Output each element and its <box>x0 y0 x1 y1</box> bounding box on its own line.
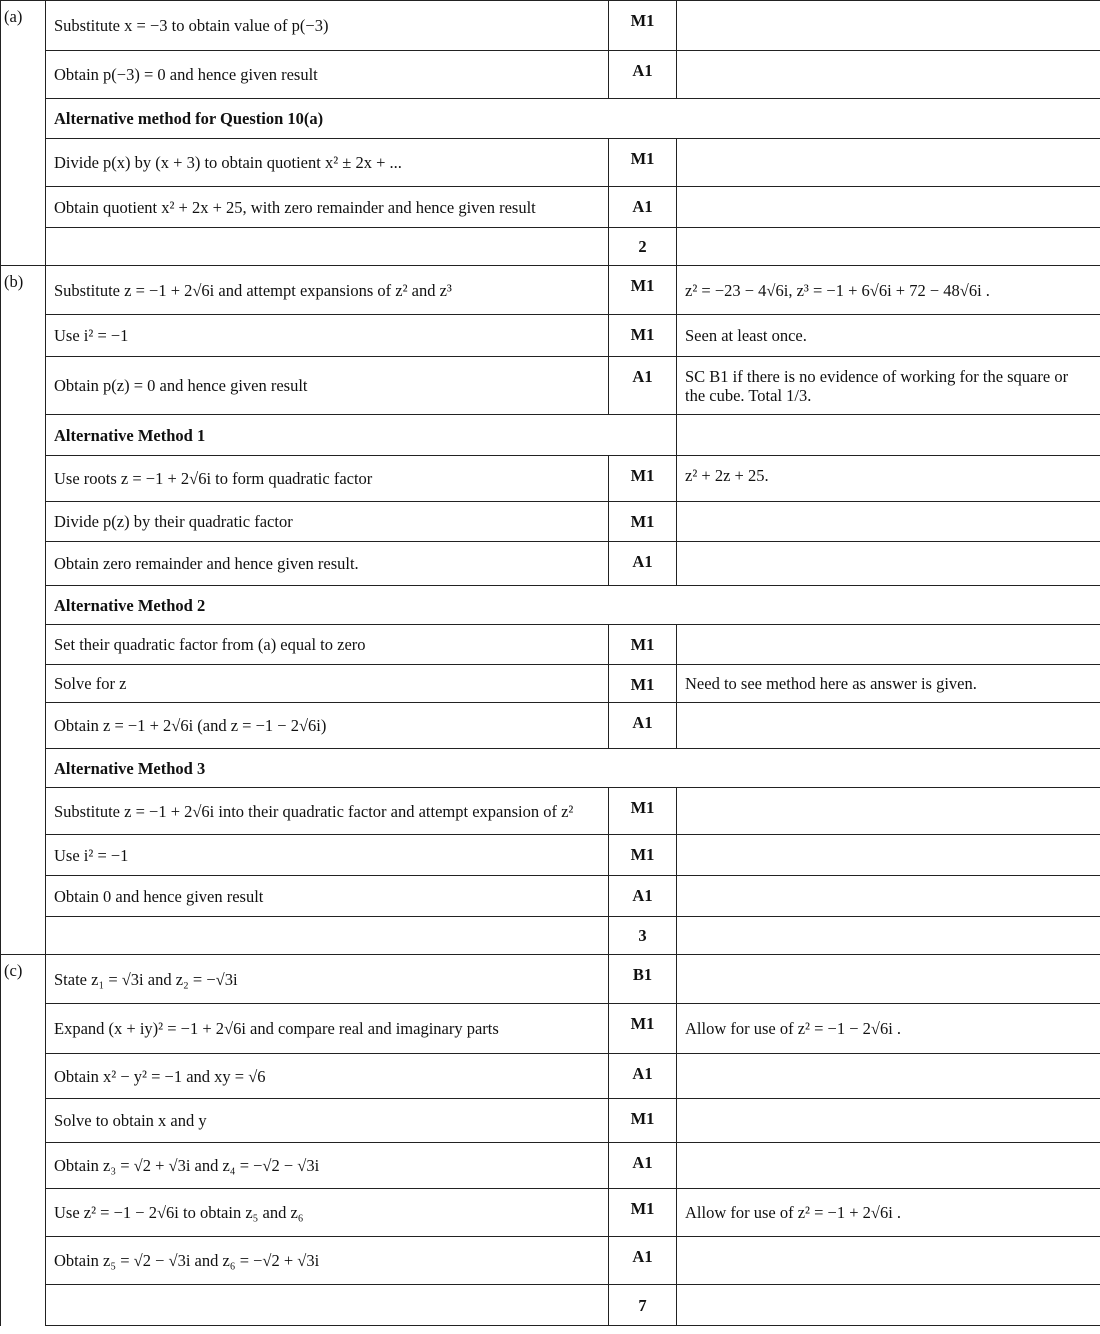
total-marks-b: 3 <box>609 917 677 955</box>
guidance-cell <box>677 1099 1100 1143</box>
table-row <box>1 99 1100 139</box>
mark-cell: M1 <box>609 1189 677 1237</box>
guidance-cell <box>677 1143 1100 1189</box>
guidance-cell: Allow for use of z² = −1 + 2√6i . <box>677 1189 1100 1237</box>
table-row <box>1 625 1100 665</box>
table-row <box>1 1 1100 51</box>
part-spacer <box>1 1004 46 1054</box>
table-row <box>1 315 1100 357</box>
mark-cell: M1 <box>609 266 677 315</box>
part-spacer <box>1 1285 46 1326</box>
answer-cell: State z₁ = √3i and z₂ = −√3i <box>46 955 609 1004</box>
table-row <box>1 788 1100 835</box>
table-row <box>1 357 1100 415</box>
answer-cell: Obtain z = −1 + 2√6i (and z = −1 − 2√6i) <box>46 703 609 749</box>
guidance-cell <box>677 788 1100 835</box>
mark-cell: A1 <box>609 187 677 228</box>
part-spacer <box>1 788 46 835</box>
part-label-a: (a) <box>1 1 46 51</box>
mark-cell: A1 <box>609 357 677 415</box>
table-row <box>1 456 1100 502</box>
alternative-heading: Alternative Method 2 <box>46 586 1100 625</box>
part-spacer <box>1 502 46 542</box>
mark-cell: M1 <box>609 502 677 542</box>
table-row <box>1 1285 1100 1326</box>
guidance-cell <box>677 1 1100 51</box>
answer-cell: Obtain z₅ = √2 − √3i and z₆ = −√2 + √3i <box>46 1237 609 1285</box>
part-spacer <box>1 876 46 917</box>
table-row <box>1 917 1100 955</box>
answer-cell: Expand (x + iy)² = −1 + 2√6i and compare real and imaginary parts <box>46 1004 609 1054</box>
guidance-cell <box>677 1285 1100 1326</box>
guidance-cell <box>677 542 1100 586</box>
table-row <box>1 51 1100 99</box>
mark-cell: A1 <box>609 1237 677 1285</box>
part-spacer <box>1 1143 46 1189</box>
total-marks-a: 2 <box>609 228 677 266</box>
table-row <box>1 187 1100 228</box>
part-spacer <box>1 1237 46 1285</box>
guidance-cell: z² = −23 − 4√6i, z³ = −1 + 6√6i + 72 − 48√6i . <box>677 266 1100 315</box>
answer-cell: Obtain zero remainder and hence given result. <box>46 542 609 586</box>
table-row <box>1 1099 1100 1143</box>
mark-cell: M1 <box>609 625 677 665</box>
table-row <box>1 665 1100 703</box>
answer-cell: Substitute x = −3 to obtain value of p(−3) <box>46 1 609 51</box>
mark-cell: A1 <box>609 703 677 749</box>
answer-cell <box>46 228 609 266</box>
guidance-cell <box>677 502 1100 542</box>
table-row <box>1 1143 1100 1189</box>
answer-cell: Substitute z = −1 + 2√6i and attempt expansions of z² and z³ <box>46 266 609 315</box>
mark-cell: A1 <box>609 1143 677 1189</box>
guidance-cell <box>677 625 1100 665</box>
mark-cell: M1 <box>609 1 677 51</box>
table-row <box>1 502 1100 542</box>
mark-cell: B1 <box>609 955 677 1004</box>
part-spacer <box>1 665 46 703</box>
part-spacer <box>1 1099 46 1143</box>
guidance-cell <box>677 228 1100 266</box>
mark-cell: M1 <box>609 315 677 357</box>
mark-cell: M1 <box>609 788 677 835</box>
guidance-cell <box>677 1237 1100 1285</box>
guidance-cell: Seen at least once. <box>677 315 1100 357</box>
guidance-cell <box>677 955 1100 1004</box>
guidance-cell <box>677 51 1100 99</box>
part-spacer <box>1 315 46 357</box>
table-row <box>1 1237 1100 1285</box>
answer-cell <box>46 1285 609 1326</box>
answer-cell: Obtain p(z) = 0 and hence given result <box>46 357 609 415</box>
mark-cell: M1 <box>609 665 677 703</box>
part-spacer <box>1 139 46 187</box>
part-spacer <box>1 99 46 139</box>
table-row <box>1 139 1100 187</box>
answer-cell: Obtain 0 and hence given result <box>46 876 609 917</box>
table-row <box>1 1054 1100 1099</box>
answer-cell: Use z² = −1 − 2√6i to obtain z₅ and z₆ <box>46 1189 609 1237</box>
answer-cell <box>46 917 609 955</box>
answer-cell: Solve for z <box>46 665 609 703</box>
mark-cell: M1 <box>609 456 677 502</box>
total-marks-c: 7 <box>609 1285 677 1326</box>
guidance-cell <box>677 703 1100 749</box>
part-spacer <box>1 625 46 665</box>
guidance-cell <box>677 187 1100 228</box>
guidance-cell <box>677 139 1100 187</box>
mark-cell: A1 <box>609 876 677 917</box>
alternative-heading: Alternative method for Question 10(a) <box>46 99 1100 139</box>
part-spacer <box>1 703 46 749</box>
table-row <box>1 749 1100 788</box>
answer-cell: Obtain z₃ = √2 + √3i and z₄ = −√2 − √3i <box>46 1143 609 1189</box>
alternative-heading: Alternative Method 1 <box>46 415 677 456</box>
part-spacer <box>1 415 46 456</box>
guidance-cell <box>677 835 1100 876</box>
guidance-cell <box>677 917 1100 955</box>
part-spacer <box>1 357 46 415</box>
table-row <box>1 955 1100 1004</box>
answer-cell: Substitute z = −1 + 2√6i into their quadratic factor and attempt expansion of z² <box>46 788 609 835</box>
mark-cell: A1 <box>609 1054 677 1099</box>
answer-cell: Divide p(x) by (x + 3) to obtain quotient x² ± 2x + ... <box>46 139 609 187</box>
guidance-cell <box>677 1054 1100 1099</box>
table-row <box>1 415 1100 456</box>
answer-cell: Obtain quotient x² + 2x + 25, with zero remainder and hence given result <box>46 187 609 228</box>
mark-cell: A1 <box>609 542 677 586</box>
part-spacer <box>1 1189 46 1237</box>
table-row <box>1 266 1100 315</box>
answer-cell: Use i² = −1 <box>46 835 609 876</box>
table-row <box>1 703 1100 749</box>
mark-cell: M1 <box>609 1004 677 1054</box>
part-spacer <box>1 917 46 955</box>
mark-cell: M1 <box>609 835 677 876</box>
mark-cell: M1 <box>609 1099 677 1143</box>
guidance-cell: Allow for use of z² = −1 − 2√6i . <box>677 1004 1100 1054</box>
part-label-c: (c) <box>1 955 46 1004</box>
table-row <box>1 876 1100 917</box>
guidance-cell <box>677 876 1100 917</box>
answer-cell: Solve to obtain x and y <box>46 1099 609 1143</box>
table-row <box>1 1004 1100 1054</box>
table-row <box>1 1189 1100 1237</box>
part-label-b: (b) <box>1 266 46 315</box>
answer-cell: Use i² = −1 <box>46 315 609 357</box>
part-spacer <box>1 51 46 99</box>
alternative-heading: Alternative Method 3 <box>46 749 1100 788</box>
table-row <box>1 586 1100 625</box>
part-spacer <box>1 1054 46 1099</box>
part-spacer <box>1 228 46 266</box>
answer-cell: Divide p(z) by their quadratic factor <box>46 502 609 542</box>
part-spacer <box>1 835 46 876</box>
answer-cell: Use roots z = −1 + 2√6i to form quadratic factor <box>46 456 609 502</box>
part-spacer <box>1 749 46 788</box>
mark-cell: M1 <box>609 139 677 187</box>
answer-cell: Set their quadratic factor from (a) equal to zero <box>46 625 609 665</box>
guidance-cell: z² + 2z + 25. <box>677 456 1100 502</box>
table-row <box>1 228 1100 266</box>
guidance-cell <box>677 415 1100 456</box>
guidance-cell: Need to see method here as answer is given. <box>677 665 1100 703</box>
table-row <box>1 542 1100 586</box>
part-spacer <box>1 456 46 502</box>
part-spacer <box>1 187 46 228</box>
answer-cell: Obtain p(−3) = 0 and hence given result <box>46 51 609 99</box>
answer-cell: Obtain x² − y² = −1 and xy = √6 <box>46 1054 609 1099</box>
mark-cell: A1 <box>609 51 677 99</box>
guidance-cell: SC B1 if there is no evidence of working for the square or the cube. Total 1/3. <box>677 357 1100 415</box>
part-spacer <box>1 586 46 625</box>
table-row <box>1 835 1100 876</box>
part-spacer <box>1 542 46 586</box>
